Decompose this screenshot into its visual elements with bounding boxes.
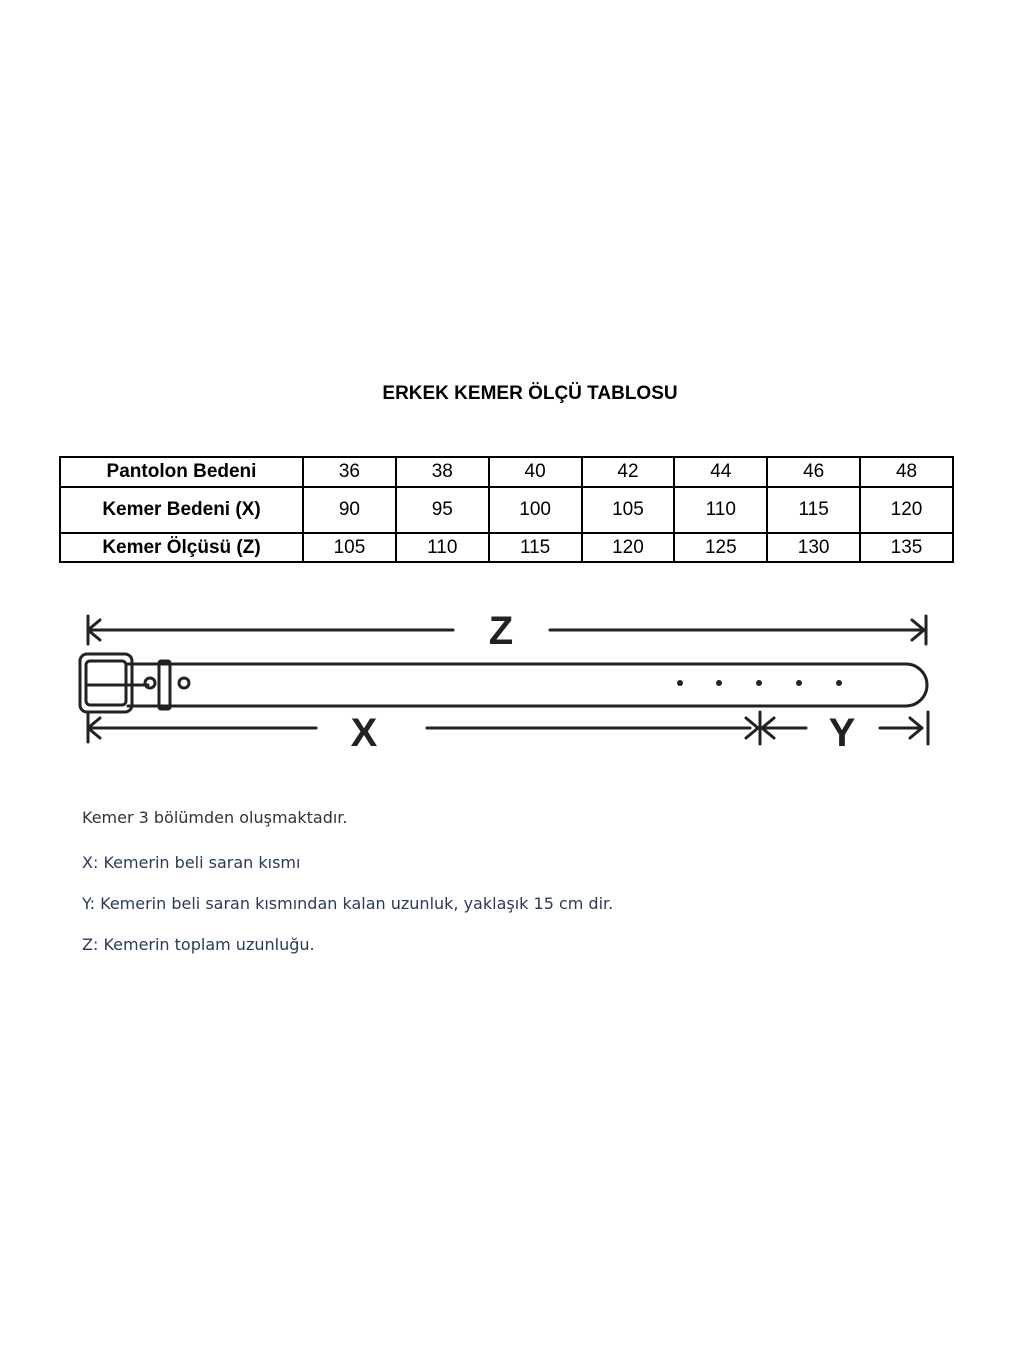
table-cell: 125 (674, 533, 767, 562)
page-title: ERKEK KEMER ÖLÇÜ TABLOSU (382, 383, 678, 404)
xy-dimension-line (88, 712, 928, 744)
belt-hole (836, 680, 842, 686)
table-cell: 105 (582, 487, 675, 533)
label-x: X (350, 711, 378, 755)
table-row-pants-size (60, 457, 953, 487)
table-cell: 105 (303, 533, 396, 562)
notes-y: Y: Kemerin beli saran kısmından kalan uzunluk, yaklaşık 15 cm dir. (82, 894, 614, 913)
belt-hole (179, 678, 189, 688)
table-cell: 46 (767, 457, 860, 487)
belt-hole (145, 678, 155, 688)
table-cell: 100 (489, 487, 582, 533)
table-row-belt-size (60, 487, 953, 533)
table-cell: 115 (767, 487, 860, 533)
table-cell: 48 (860, 457, 953, 487)
belt-hole (796, 680, 802, 686)
belt-hole (716, 680, 722, 686)
notes-intro: Kemer 3 bölümden oluşmaktadır. (82, 808, 348, 827)
table-cell: 40 (489, 457, 582, 487)
table-cell: 90 (303, 487, 396, 533)
label-y: Y (828, 711, 856, 755)
label-z: Z (488, 609, 514, 653)
belt-hole (756, 680, 762, 686)
table-cell: 110 (674, 487, 767, 533)
size-table (59, 456, 954, 563)
table-cell: 120 (582, 533, 675, 562)
table-cell: 38 (396, 457, 489, 487)
table-row-belt-length (60, 533, 953, 562)
table-cell: 135 (860, 533, 953, 562)
notes-z: Z: Kemerin toplam uzunluğu. (82, 935, 315, 954)
row-header: Kemer Bedeni (X) (60, 487, 303, 533)
table-cell: 115 (489, 533, 582, 562)
belt-keeper (159, 661, 170, 709)
belt-diagram (0, 600, 1020, 760)
row-header: Kemer Ölçüsü (Z) (60, 533, 303, 562)
table-cell: 110 (396, 533, 489, 562)
belt-strap (128, 664, 927, 706)
belt-hole (677, 680, 683, 686)
table-cell: 95 (396, 487, 489, 533)
table-cell: 36 (303, 457, 396, 487)
table-cell: 120 (860, 487, 953, 533)
table-cell: 44 (674, 457, 767, 487)
table-cell: 130 (767, 533, 860, 562)
row-header: Pantolon Bedeni (60, 457, 303, 487)
table-cell: 42 (582, 457, 675, 487)
notes-x: X: Kemerin beli saran kısmı (82, 853, 301, 872)
